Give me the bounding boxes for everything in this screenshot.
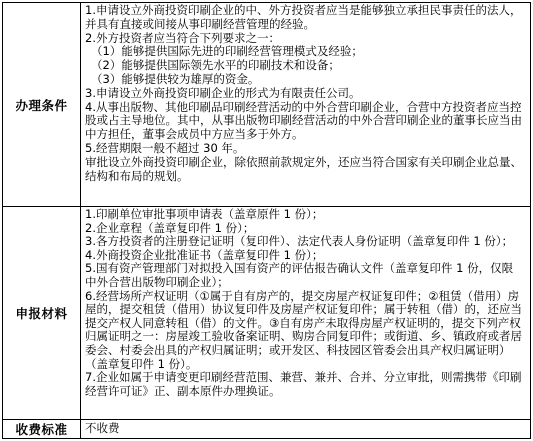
condition-item: 4.从事出版物、其他印刷品印刷经营活动的中外合营印刷企业，合营中方投资者应当控股或占主导地位。其中，从事出版物印刷经营活动的中外合营印刷企业的董事长应当由中方担任，董事会成员中方应当多于外方。 [85, 99, 522, 142]
conditions-content [81, 3, 530, 206]
material-item: 4.外商投资企业批准证书（盖章复印件 1 份）； [85, 247, 324, 262]
conditions-label: 办理条件 [3, 3, 81, 206]
fees-row [3, 419, 530, 438]
material-item: 1.印刷单位审批事项申请表（盖章原件 1 份）； [85, 207, 324, 221]
condition-item: 5.经营期限一般不超过 30 年。 [85, 140, 245, 155]
condition-item: 审批设立外商投资印刷企业，除依照前款规定外，还应当符合国家有关印刷企业总量、结构和布局的规划。 [85, 154, 522, 183]
material-item: 5.国有资产管理部门对拟投入国有资产的评估报告确认文件（盖章复印件 1 份，仅限中外合营出版物印刷企业）； [85, 261, 514, 289]
condition-subitem: （3）能够提供较为雄厚的资金。 [91, 71, 260, 86]
condition-item: 2.外方投资者应当符合下列要求之一： [85, 30, 280, 45]
condition-subitem: （2）能够提供国际领先水平的印刷技术和设备； [91, 58, 340, 73]
materials-row [3, 206, 530, 419]
conditions-row [3, 3, 530, 206]
fees-content: 不收费 [85, 421, 120, 436]
condition-subitem: （1）能够提供国际先进的印刷经营管理模式及经验； [91, 44, 363, 59]
material-item: 7.企业如属于申请变更印刷经营范围、兼营、兼并、合并、分立审批，则需携带《印刷经营许可证》正、副本原件办理换证。 [85, 370, 522, 398]
condition-item: 3.申请设立外商投资印刷企业的形式为有限责任公司。 [85, 85, 361, 100]
requirements-table [2, 2, 531, 439]
material-item: 3.各方投资者的注册登记证明（复印件）、法定代表人身份证明（盖章复印件 1 份）； [85, 234, 514, 249]
condition-item: 1.申请设立外商投资印刷企业的中、外方投资者应当是能够独立承担民事责任的法人，并具有直接或间接从事印刷经营管理的经验。 [85, 3, 522, 31]
materials-label: 申报材料 [3, 207, 81, 419]
materials-content [81, 207, 530, 419]
material-item: 6.经营场所产权证明（①属于自有房产的，提交房屋产权证复印件；②租赁（借用）房屋的，提交租赁（借用）协议复印件及房屋产权证复印件；属于转租（借）的，还应当提交产权人同意转租（借）的文件。③自有房产未取得房屋产权证明的，提交下列产权归属证明之一：房屋竣工验收备案证明、购房合同复印件；或街道、乡、镇政府或者居委会、村委会出具的产权归属证明；或开发区、科技园区管委会出具产权归属证明）（盖章复印件 1 份）。 [85, 288, 522, 371]
fees-label: 收费标准 [3, 420, 81, 438]
material-item: 2.企业章程（盖章复印件 1 份）； [85, 220, 255, 235]
